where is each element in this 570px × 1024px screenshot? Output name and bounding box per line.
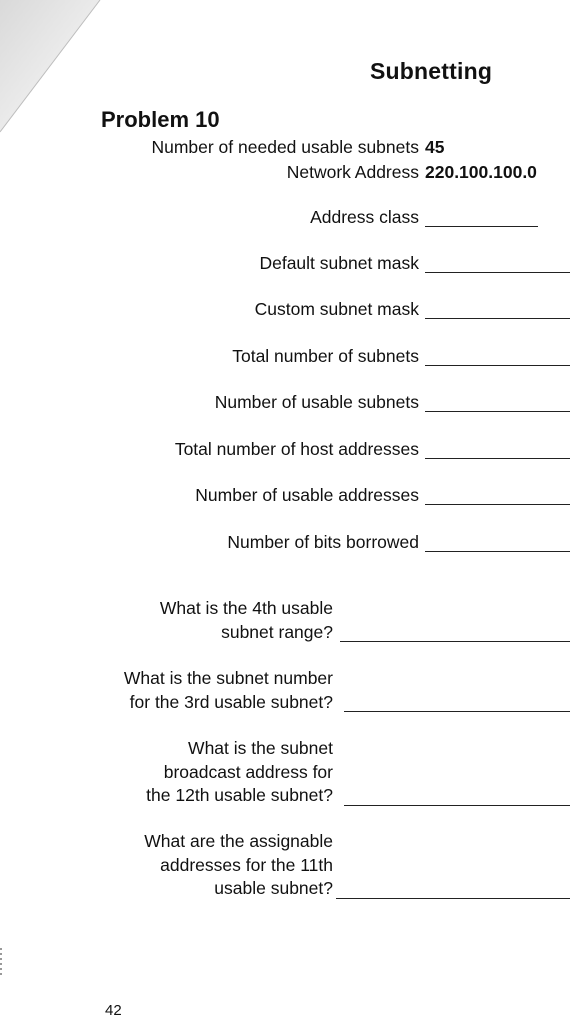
usable-addresses-label: Number of usable addresses bbox=[195, 485, 419, 505]
question-3rd-subnet-number: What is the subnet number for the 3rd usable subnet? bbox=[123, 668, 333, 712]
section-title: Subnetting bbox=[370, 58, 493, 84]
usable-subnets-label: Number of usable subnets bbox=[214, 392, 419, 412]
usable-subnets-blank[interactable] bbox=[425, 411, 570, 412]
problem-title: Problem 10 bbox=[101, 107, 220, 132]
custom-subnet-mask-blank[interactable] bbox=[425, 318, 570, 319]
question-11th-assignable: What are the assignable addresses for the 11th usable subnet? bbox=[144, 831, 333, 898]
network-address-label: Network Address bbox=[286, 162, 419, 182]
needed-subnets-label: Number of needed usable subnets bbox=[151, 137, 419, 157]
answer-11th-assignable-blank[interactable] bbox=[336, 898, 570, 899]
total-subnets-blank[interactable] bbox=[425, 365, 570, 366]
page-number: 42 bbox=[105, 1002, 122, 1019]
total-host-addresses-label: Total number of host addresses bbox=[174, 439, 419, 459]
total-host-addresses-blank[interactable] bbox=[425, 458, 570, 459]
address-class-blank[interactable] bbox=[425, 226, 538, 227]
question-4th-usable-range: What is the 4th usable subnet range? bbox=[159, 598, 333, 642]
custom-subnet-mask-label: Custom subnet mask bbox=[254, 299, 419, 319]
bits-borrowed-blank[interactable] bbox=[425, 551, 570, 552]
default-subnet-mask-blank[interactable] bbox=[425, 272, 570, 273]
question-12th-broadcast: What is the subnet broadcast address for the 12th usable subnet? bbox=[146, 738, 333, 805]
total-subnets-label: Total number of subnets bbox=[232, 346, 419, 366]
usable-addresses-blank[interactable] bbox=[425, 504, 570, 505]
default-subnet-mask-label: Default subnet mask bbox=[259, 253, 419, 273]
address-class-label: Address class bbox=[310, 207, 419, 227]
answer-12th-broadcast-blank[interactable] bbox=[344, 805, 570, 806]
needed-subnets-value: 45 bbox=[425, 137, 445, 157]
network-address-value: 220.100.100.0 bbox=[425, 162, 537, 182]
answer-4th-usable-range-blank[interactable] bbox=[340, 641, 570, 642]
bits-borrowed-label: Number of bits borrowed bbox=[227, 532, 419, 552]
answer-3rd-subnet-number-blank[interactable] bbox=[344, 711, 570, 712]
scan-edge-mark bbox=[0, 948, 2, 976]
